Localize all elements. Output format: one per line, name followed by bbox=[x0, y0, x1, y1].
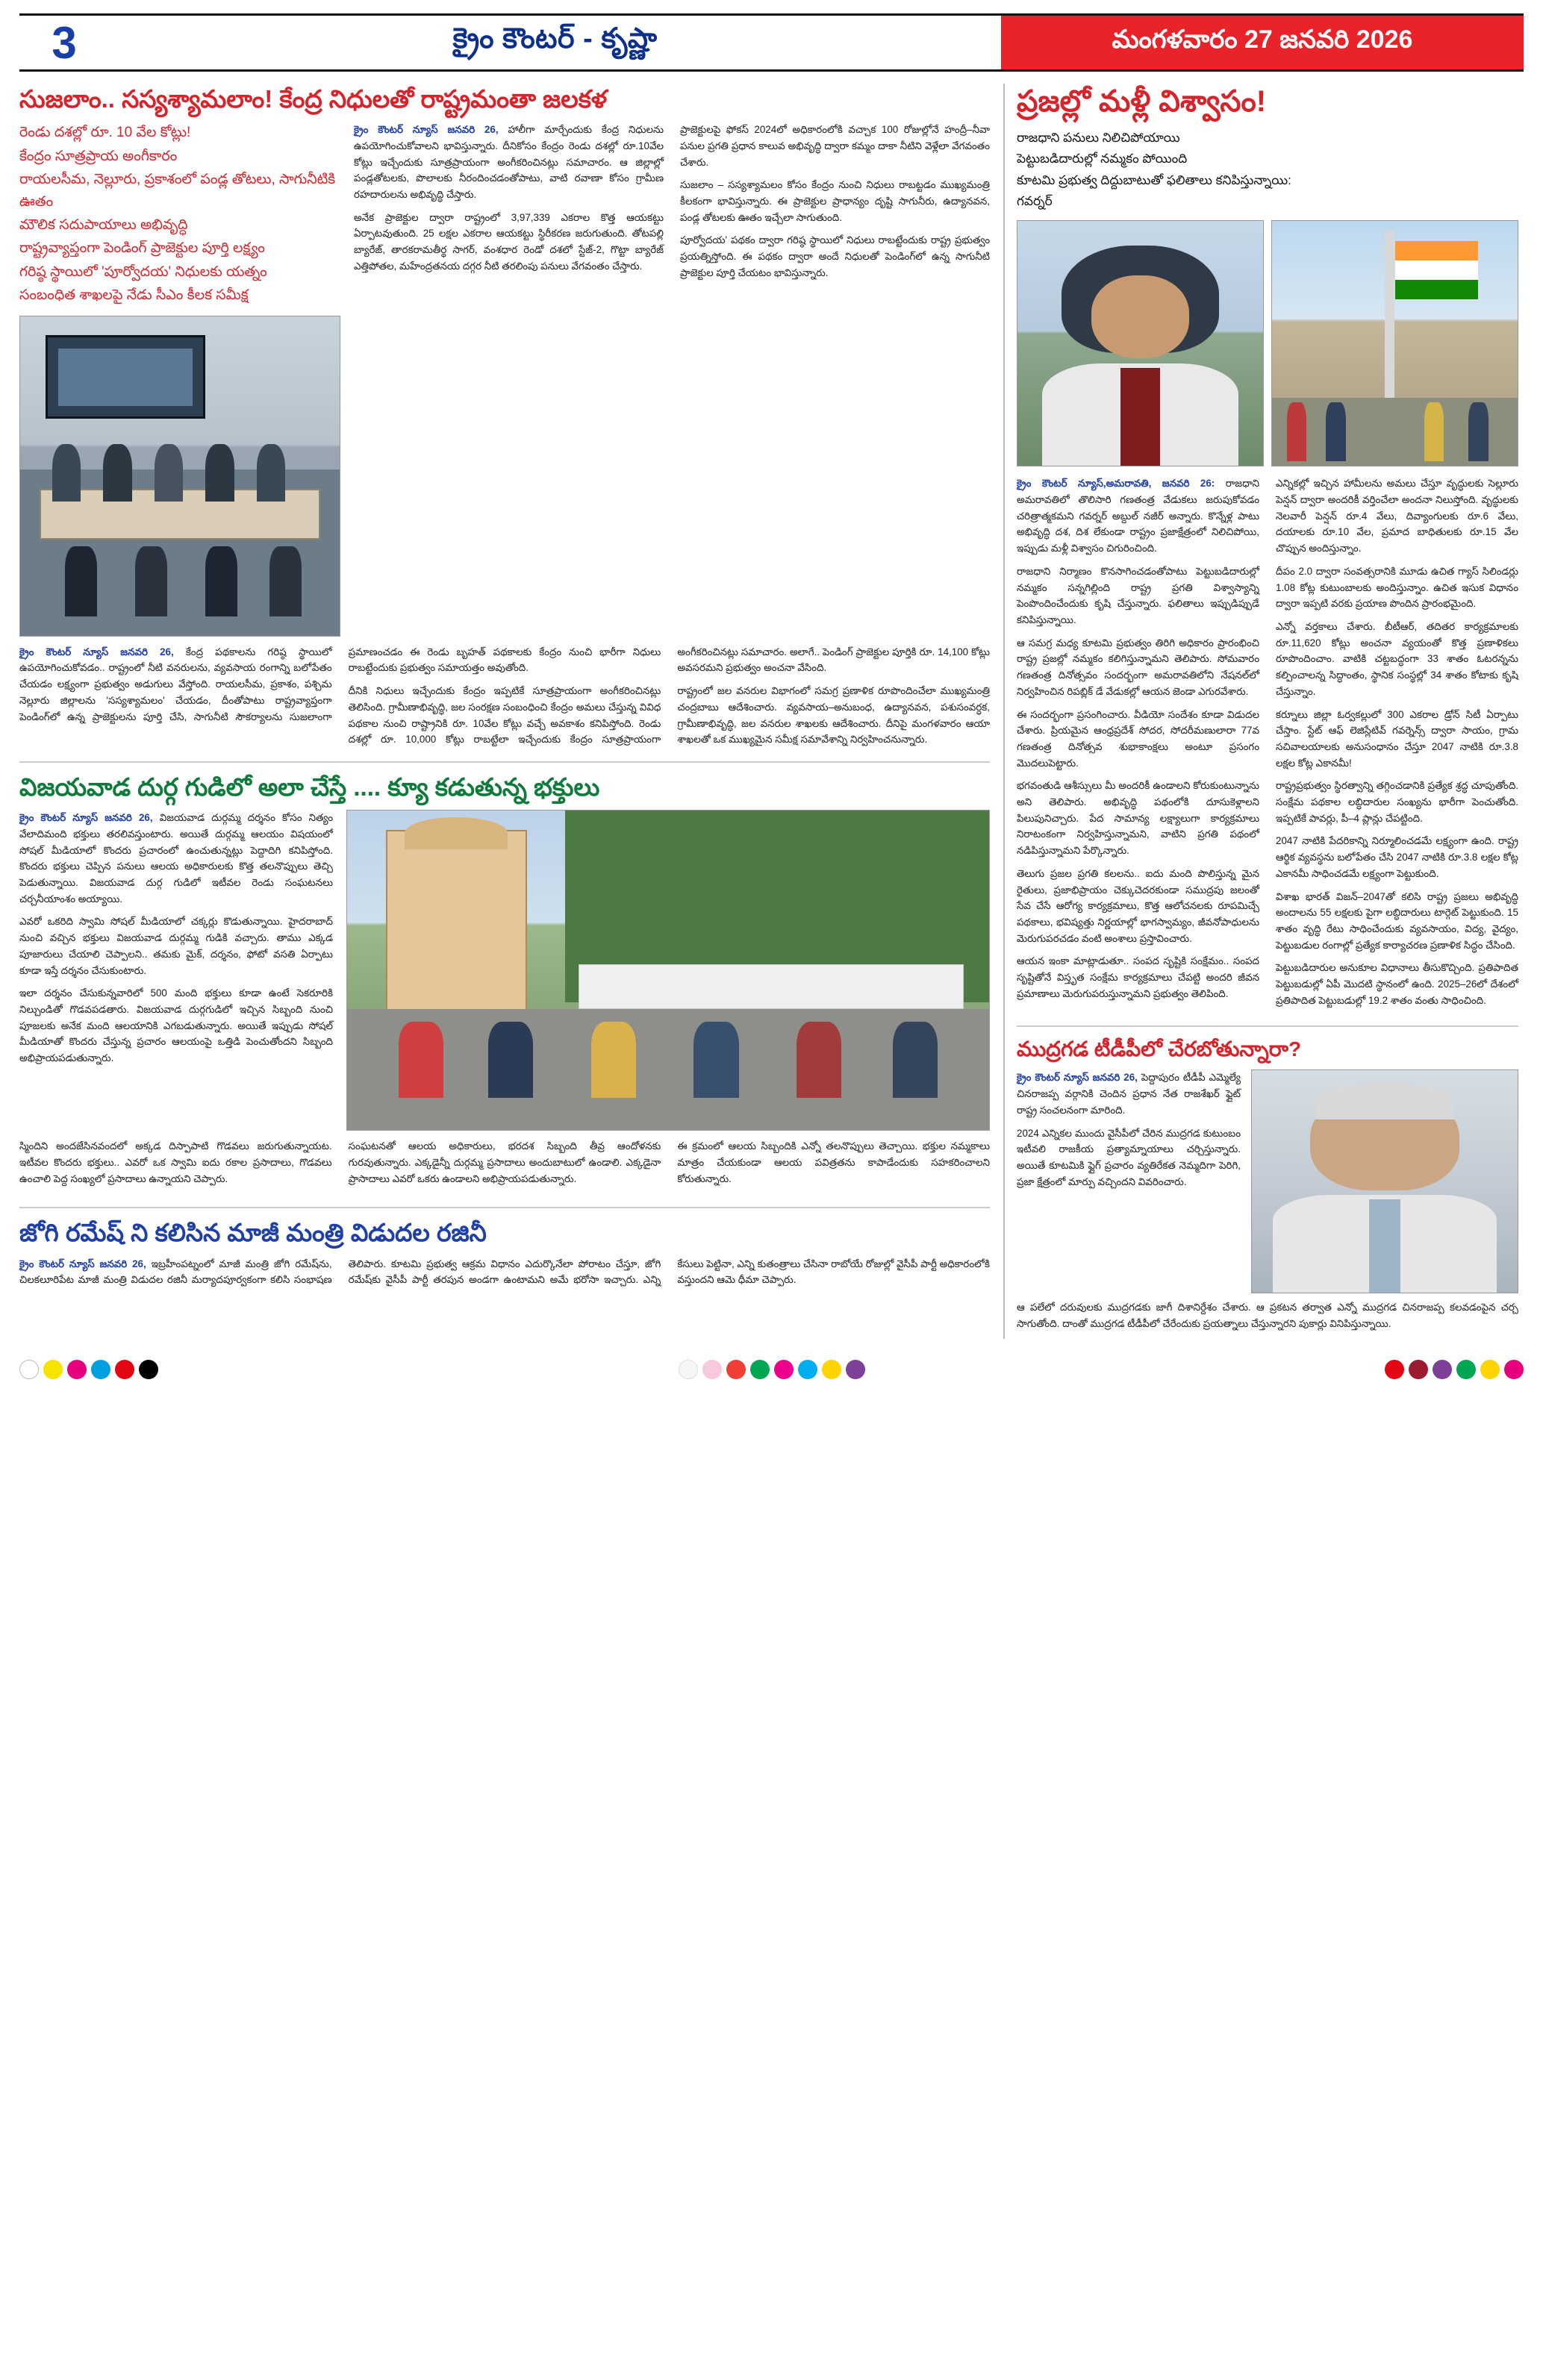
swatch-group-right bbox=[1385, 1360, 1524, 1379]
paragraph: ఆ పలేలో దరువులకు ముద్రగడకు జాగీ దిశానిర్దేశం చేశారు. ఆ ప్రకటన తర్వాత ఎన్నో ముద్రగడ చినరాజప్ప కలవడంపైన చర్చ సాగుతోంది. దాంతో ముద్రగడ టీడీపీలో చేరేందుకు ప్రయత్నాలు చేస్తున్నారని పుకార్లు వినిపిస్తున్నాయి. bbox=[1017, 1302, 1518, 1330]
right-headline: ప్రజల్లో మళ్లీ విశ్వాసం! bbox=[1017, 85, 1267, 118]
color-swatch bbox=[1409, 1360, 1428, 1379]
kicker-item: మౌలిక సదుపాయాలు అభివృద్ధి bbox=[19, 217, 188, 233]
paragraph: పెట్టుబడిదారుల అనుకూల విధానాలు తీసుకొచ్చింది. ప్రతిపాదిత పెట్టుబడుల్లో ఏపీ మొదటి స్థానంలో ఉంది. 2025–26లో దేశంలో ప్రతిపాదిత పెట్టుబడుల్లో 19.2 శాతం వంతు సాధించింది. bbox=[1276, 962, 1518, 1006]
dateline: క్రైం కౌంటర్ న్యూస్ జనవరి 26, bbox=[19, 812, 153, 824]
color-swatch bbox=[798, 1360, 817, 1379]
kicker-item: రాష్ట్రవ్యాప్తంగా పెండింగ్ ప్రాజెక్టుల పూర్తి లక్ష్యం bbox=[19, 240, 265, 257]
kicker-item: రెండు దశల్లో రూ. 10 వేల కోట్లు! bbox=[19, 125, 191, 141]
article-mudragada bbox=[1017, 1025, 1518, 1331]
article-jogi-ramesh bbox=[19, 1207, 990, 1290]
kicker-item: కూటమి ప్రభుత్వ దిద్దుబాటుతో ఫలితాలు కనిపిస్తున్నాయి: bbox=[1017, 172, 1291, 187]
paragraph: ఆ సమగ్ర మధ్య కూటమి ప్రభుత్వం తిరిగి అధికారం ప్రారంభించి రాష్ట్ర ప్రజల్లో నమ్మకం కలిగిస్తున్నామని తెలిపారు. సోమవారం గణతంత్ర దినోత్సవం సందర్భంగా అమరావతిలోని నేషనల్‌లో నిర్వహించిన రిపబ్లిక్ డే వేడుకల్లో ఆయన జెండా ఎగురవేశారు. bbox=[1017, 637, 1259, 697]
color-swatch bbox=[115, 1360, 134, 1379]
paragraph-text: హాలీగా మార్చేందుకు కేంద్ర నిధులను ఉపయోగించుకోవాలని భావిస్తున్నారు. దీనికోసం కేంద్రం రెండు దశల్లో రూ.10వేల కోట్లు ఇచ్చేందుకు సూత్రప్రాయంగా అంగీకరించినట్లు సమాచారం. ఆ జిల్లాల్లో పండ్లతోటలకు, పొలాలకు నీరందించడంతోపాటు, వాటి రవాణా కోసం గ్రామీణ రహదారులను అభివృద్ధి చేస్తారు. bbox=[354, 124, 664, 201]
paragraph: సంఘటనతో ఆలయ అధికారులు, భరదశ సిబ్బంది తీవ్ర ఆందోళనకు గురవుతున్నారు. ఎక్కడైన్నీ దుర్గమ్మ ప్రసాదాలు అందుబాటులో ఉండాలి. ఎక్కడైనా ప్రాసాదాలు ఎవరో ఒకరు ఉండాలని అభిప్రాయపడుతున్నారు. bbox=[348, 1140, 661, 1184]
color-swatch bbox=[19, 1360, 39, 1379]
dateline: క్రైం కౌంటర్ న్యూస్,అమరావతి, జనవరి 26: bbox=[1017, 478, 1215, 490]
lead-headline: సుజలాం.. సస్యశ్యామలాం! కేంద్ర నిధులతో రాష్ట్రమంతా జలకళ bbox=[19, 85, 608, 113]
paragraph: దీపం 2.0 ద్వారా సంవత్సరానికి మూడు ఉచిత గ్యాస్ సిలిండర్లు 1.08 కోట్ల కుటుంబాలకు అందిస్తున్నాం. ఉచిత ఇసుక విధానం ద్వారా ఇప్పటి వరకు ప్రయాణ పొందిన ప్రారంభమైంది. bbox=[1276, 565, 1518, 610]
paragraph-text: పెద్దాపురం టీడీపీ ఎమ్మెల్యే చినరాజప్ప వర్గానికి చెందిన ప్రధాన నేత రాజశేఖర్ ఫ్లైట్ రాష్ట్ర సంచలనంగా మారింది. bbox=[1017, 1072, 1241, 1116]
publication-title: క్రైం కౌంటర్ - కృష్ణా bbox=[452, 23, 658, 54]
page-body bbox=[19, 84, 1524, 1339]
article-lead bbox=[19, 84, 990, 748]
kicker-item: పెట్టుబడిదారుల్లో నమ్మకం పోయింది bbox=[1017, 152, 1188, 166]
right-photo-pair bbox=[1017, 220, 1518, 466]
cm-review-meeting-photo bbox=[19, 316, 340, 637]
lead-body-right bbox=[354, 122, 990, 284]
paragraph: ఎన్నో వర్తకాలు చేశారు. బీటీఆర్, తదితర కార్యక్రమాలకు రూ.11,620 కోట్లు అంచనా వ్యయంతో కొత్త ప్రణాళికలు రూపొందించాం. వాటికి చట్టబద్ధంగా 33 శాతం ఓటరన్నను కల్పించాలన్న సిద్ధాంతం, స్థానిక సంస్థల్లో 34 శాతం కోటాకు కృషి చేస్తున్నాం. bbox=[1276, 621, 1518, 697]
color-swatch bbox=[726, 1360, 746, 1379]
republic-day-flag-photo bbox=[1271, 220, 1518, 466]
dateline: క్రైం కౌంటర్ న్యూస్ జనవరి 26, bbox=[1017, 1072, 1138, 1084]
paragraph: 2024 ఎన్నికల ముందు వైసీపీలో చేరిన ముద్రగడ కుటుంబం ఇటీవలి రాజకీయ ప్రత్యామ్నాయాలు చర్చిస్తున్నారు. అయితే కూటమికి ఫ్లైగ్ ప్రచారం వ్యతిరేకత నెమ్మదిగా పెరిగి, ప్రజా క్షేత్రంలో మార్పు వచ్చిందని వివరించారు. bbox=[1017, 1127, 1241, 1187]
kicker-item: గరిష్ఠ స్థాయిలో 'పూర్వోదయ' నిధులకు యత్నం bbox=[19, 263, 267, 280]
issue-date: మంగళవారం 27 జనవరి 2026 bbox=[1001, 16, 1524, 69]
color-swatch bbox=[1504, 1360, 1524, 1379]
mudragada-portrait-photo bbox=[1251, 1069, 1518, 1293]
kicker-item: రాజధాని పనులు నిలిచిపోయాయి bbox=[1017, 131, 1180, 145]
kicker-item: రాయలసీమ, నెల్లూరు, ప్రకాశంలో పండ్ల తోటలు, సాగునీటికి ఊతం bbox=[19, 172, 336, 210]
color-swatch bbox=[91, 1360, 110, 1379]
paragraph: రాష్ట్రంలో జల వనరుల విభాగంలో సమగ్ర ప్రణాళిక రూపొందించేలా ముఖ్యమంత్రి చంద్రబాబు ఆదేశించారు. వ్యవసాయ–అనుబంధ, ఉద్యానవన, పశుసంవర్ధక, గ్రామీణాభివృద్ధి, జల వనరుల శాఖలకు ఆదేశించారు. దీనిపై మంగళవారం ఆయా శాఖలతో ఒక ముఖ్యమైన సమీక్ష సమావేశాన్ని నిర్వహించనున్నారు. bbox=[677, 685, 990, 746]
paragraph: ఈ సందర్భంగా ప్రసంగించారు. వీడియో సందేశం కూడా విడుదల చేశారు. ప్రియమైన ఆంధ్రప్రదేశ్ సోదర, సోదరీమణులారా 77వ గణతంత్ర దినోత్సవ శుభాకాంక్షలు అంటూ ప్రసంగం మొదలుపెట్టారు. bbox=[1017, 708, 1259, 769]
color-swatch bbox=[1456, 1360, 1476, 1379]
paragraph-text: కేంద్ర పథకాలను గరిష్ఠ స్థాయిలో ఉపయోగించుకోవడం.. రాష్ట్రంలో నీటి వనరులను, వ్యవసాయ రంగాన్ని బలోపేతం చేయడం లక్ష్యంగా ప్రభుత్వం అడుగులు వేస్తోంది. రాయలసీమ, ప్రకాశం, పశ్చిమ నెల్లూరు జిల్లాలను 'సస్యశ్యామలం' చేయడం, దీంతోపాటు రాష్ట్రవ్యాప్తంగా పెండింగ్‌లో ఉన్న ప్రాజెక్టులను పూర్తి చేసి, సాగునీటి సౌకర్యాలను సుజలాంగా ప్రమాణంచడం ఈ రెండు బృహత్ పథకాలకు కేంద్రం నుంచి భారీగా నిధులు రాబట్టేందుకు ప్రభుత్వం సమాయత్తం అవుతోంది. bbox=[19, 646, 661, 722]
paragraph: సుజలాం – సస్యశ్యామలం కోసం కేంద్రం నుంచి నిధులు రాబట్టడం ముఖ్యమంత్రి కీలకంగా భావిస్తున్నారు. ఈ ప్రాజెక్టుల ప్రాధాన్యం దృష్టి సాగునీరు, ఉద్యానవన, పండ్ల తోటలకు ఊతం ఇచ్చేలా సాగుతుంది. bbox=[680, 179, 990, 223]
color-swatch bbox=[43, 1360, 63, 1379]
kicker-item: సంబంధిత శాఖలపై నేడు సీఎం కీలక సమీక్ష bbox=[19, 287, 249, 304]
paragraph bbox=[354, 122, 664, 203]
vijayawada-body-bottom bbox=[19, 1138, 990, 1193]
paragraph: విశాఖ భారత్ విజన్–2047తో కలిసి రాష్ట్ర ప్రజలు అభివృద్ధి అందాలను 55 లక్షలకు పైగా లబ్ధిదారులు టార్గెట్ పెట్టుకుంది. 15 శాతం వృద్ధి రేటు సాధించేందుకు వ్యవసాయం, విద్య, వైద్యం, పెట్టుబడుల రంగాల్లో ప్రత్యేక కార్యాచరణ ప్రణాళిక సిద్ధం చేసింది. bbox=[1276, 890, 1518, 951]
paragraph: ఎవరో ఒకరిది స్వామి సోషల్ మీడియాలో చక్కర్లు కొడుతున్నాయి. హైదరాబాద్ నుంచి వచ్చిన భక్తులు విజయవాడ దుర్గమ్మ గుడికి వచ్చారు. తాము ఎక్కడ పూజారులు చేయాలి చెప్పాలని.. తమకు మైక్, దర్శనం, ఫోటో వసతి ఏర్పాటు కూడా ఇస్తే దర్శనం చేసుకుంటారు. bbox=[19, 916, 333, 976]
paragraph bbox=[1017, 475, 1259, 557]
paragraph-text: రాజధాని అమరావతిలో తొలిసారి గణతంత్ర వేడుకలు జరుపుకోవడం చరిత్రాత్మకమని గవర్నర్ అబ్దుల్ నజీర్ అన్నారు. కొన్నేళ్ల పాటు అభివృద్ధి దశ, దిశ లేకుండా రాష్ట్రం ప్రజాక్షేత్రంలో నిలిచిపోయి, ఇప్పుడు మళ్లీ విశ్వాసం చిగురించింది. bbox=[1017, 478, 1259, 555]
swatch-group-mid bbox=[679, 1360, 865, 1379]
paragraph: ఎన్నికల్లో ఇచ్చిన హామీలను అమలు చేస్తూ వృద్ధులకు సెల్లూరు పెన్షన్ ద్వారా అందరికీ వర్తించేలా అందనా నిలుస్తోంది. వృద్ధులకు నెలవారీ పెన్షన్ రూ.4 వేలు, దివ్యాంగులకు రూ.6 వేలు, దయాలకు రూ.10 వేల, ప్రమాద బాధితులకు రూ.15 వేల చొప్పున అందిస్తున్నాం. bbox=[1276, 478, 1518, 555]
paragraph: ప్రాజెక్టులపై ఫోకస్ 2024లో అధికారంలోకి వచ్చాక 100 రోజుల్లోనే హంద్రీ–నీవా పనుల ప్రగతి ప్రధాన కాలువ అభివృద్ధి ద్వారా కమ్మం దాకా నీటిని వెళ్లేలా వేగవంతం చేశారు. bbox=[680, 124, 990, 168]
color-swatch bbox=[1385, 1360, 1404, 1379]
paragraph: పూర్వోదయ' పథకం ద్వారా గరిష్ఠ స్థాయిలో నిధులు రాబట్టేందుకు రాష్ట్ర ప్రభుత్వం ప్రయత్నిస్తోంది. ఈ పథకం ద్వారా అందే నిధులతో పెండింగ్‌లో ఉన్న సాగునీటి ప్రాజెక్టుల పూర్తి చేయటం భావిస్తున్నారు. bbox=[680, 234, 990, 278]
right-body bbox=[1017, 475, 1518, 1015]
dateline: క్రైం కౌంటర్ న్యూస్ జనవరి 26, bbox=[19, 646, 174, 658]
print-color-bar bbox=[19, 1352, 1524, 1379]
color-swatch bbox=[679, 1360, 698, 1379]
durga-temple-photo bbox=[346, 810, 990, 1131]
paragraph-text: విజయవాడ దుర్గమ్మ దర్శనం కోసం నిత్యం వేలాదిమంది భక్తులు తరలివస్తుంటారు. అయితే దుర్గమ్మ ఆలయం విషయంలో సోషల్ మీడియాలో కొందరు ప్రచారంలో ఉంచుతున్నట్లు పెద్దాదిగి కనిపిస్తోంది. కొందరు భక్తులు చెప్పిన పనులు ఆలయ అధికారులకు కొత్త తలనొప్పులు తెచ్చి పెడుతున్నాయి. విజయవాడ దుర్గ గుడిలో ఇటీవల రెండు సంఘటనలు చర్చనీయాంశం అయ్యాయి. bbox=[19, 812, 333, 905]
paragraph: ఈ క్రమంలో ఆలయ సిబ్బందికి ఎన్నో తలనొప్పులు తెచ్చాయి. భక్తుల నమ్మకాలు మాత్రం చేయకుండా ఆలయ పవిత్రతను కాపాడేందుకు సహకరించాలని కోరుతున్నారు. bbox=[677, 1140, 990, 1184]
color-swatch bbox=[702, 1360, 722, 1379]
mudragada-headline: ముద్రగడ టీడీపీలో చేరబోతున్నారా? bbox=[1017, 1025, 1518, 1062]
jogi-headline: జోగి రమేష్ ని కలిసిన మాజీ మంత్రి విడుదల రజినీ bbox=[19, 1207, 990, 1248]
dateline: క్రైం కౌంటర్ న్యూస్ జనవరి 26, bbox=[19, 1258, 146, 1269]
color-swatch bbox=[750, 1360, 770, 1379]
paragraph: అనేక ప్రాజెక్టుల ద్వారా రాష్ట్రంలో 3,97,339 ఎకరాల కొత్త ఆయకట్టు ఏర్పాటవుతుంది. 25 లక్షల ఎకరాల ఆయకట్టు స్థిరీకరణ జరుగుతుంది. తోటపల్లి బ్యారేజ్, తారకరామతీర్థ సాగర్, వంశధార రెండో దశలో స్టేజ్-2, గొట్టా బ్యారేజ్ ఎత్తిపోతల, మహేంద్రతనయ దగ్గర నీటి తరలింపు పనులు వేగవంతం చేస్తారు. bbox=[354, 211, 664, 272]
right-column-zone bbox=[1003, 84, 1518, 1339]
paragraph bbox=[19, 1256, 990, 1290]
paragraph: రాష్ట్రప్రభుత్వం స్థిరత్వాన్ని తగ్గించడానికి ప్రత్యేక శ్రద్ధ చూపుతోంది. సంక్షేమ పథకాల లబ్ధిదారుల సంఖ్యను భారీగా పెంచుతోంది. ఇప్పటికే పావర్లు, పీ–4 ప్లాన్లు చేపట్టింది. bbox=[1276, 780, 1518, 824]
paragraph: 2047 నాటికి పేదరికాన్ని నిర్మూలించడమే లక్ష్యంగా ఉంది. రాష్ట్ర ఆర్థిక వ్యవస్థను బలోపేతం చేసి 2047 నాటికి రూ.3.8 లక్షల కోట్ల ఎకానమీ సాధించడమే లక్ష్యంగా పెట్టుకుంది. bbox=[1276, 835, 1518, 879]
kicker-item: కేంద్రం సూత్రప్రాయ అంగీకారం bbox=[19, 148, 178, 164]
masthead bbox=[19, 13, 1524, 72]
article-vijayawada-temple bbox=[19, 761, 990, 1193]
paragraph: కర్నూలు జిల్లా ఓర్వకల్లులో 300 ఎకరాల డ్రోన్ సిటీ ఏర్పాటు చేస్తాం. స్టేట్ ఆఫ్ లెజిస్లేటివ్ గవర్నెన్స్ ద్వారా సాయం, గ్రామ సచివాలయాలకు అనుసంధానం చేస్తూ 2047 నాటికి రూ.3.8 లక్షల కోట్ల ఎకానమీ! bbox=[1276, 708, 1518, 769]
color-swatch bbox=[846, 1360, 865, 1379]
color-swatch bbox=[1433, 1360, 1452, 1379]
paragraph: దీనికి నిధులు ఇచ్చేందుకు కేంద్రం ఇప్పటికే సూత్రప్రాయంగా అంగీకరించినట్లు తెలిసింది. గ్రామీణాభివృద్ధి, జల సంరక్షణ సంబంధించి కేంద్రం అమలు చేస్తున్న వివిధ పథకాల నుంచి రాష్ట్రానికి రూ. 10వేల కోట్లు వచ్చే అవకాశం కనిపిస్తోంది. రెండు దశల్లో రూ. 10,000 కోట్లు రాబట్టేలా ఇచ్చేందుకు కేంద్రం సూత్రప్రాయంగా అంగీకరించినట్లు సమాచారం. అలాగే.. పెండింగ్ ప్రాజెక్టుల పూర్తికి రూ. 14,100 కోట్లు అవసరమని ప్రభుత్వం అంచనా వేసింది. bbox=[348, 646, 990, 746]
paragraph: రాజధాని నిర్మాణం కొనసాగించడంతోపాటు పెట్టుబడిదారుల్లో నమ్మకం సన్నగిల్లింది రాష్ట్ర ప్రగతి విశ్వాస్యాన్ని పెంపొందించేందుకు కృషి చేస్తున్నారు. ఫలితాలు ఇప్పుడిప్పుడే కనిపిస్తున్నాయి. bbox=[1017, 565, 1259, 625]
paragraph: స్మిందిని అందజేసినవందలో అక్కడ దిస్పాపాటి గొడవలు జరుగుతున్నాయట. ఇటీవల కొందరు భక్తులు.. ఎవరో ఒక స్వామి ఐదు రకాల ప్రసాదాలు, గొడవలు ఉంచాలి పెద్ద సంఖ్యలో ప్రసాదాలు ఉన్నాయని చెప్పారు. bbox=[19, 1140, 332, 1184]
jogi-body bbox=[19, 1256, 990, 1290]
paragraph: ఇలా దర్శనం చేసుకున్నవారిలో 500 మంది భక్తులు కూడా ఉంటే సెకరూరికి నిల్చుండితో గొడవపడతారు. విజయవాడ దుర్గగుడిలో ఇచ్చిన సిబ్బంది నుంచి పూజలకు అనేక మంది ఆలయానికి ఎగబడుతున్నారు. అయితే ఇప్పుడు సోషల్ మీడియాతో కొందరు చేస్తున్న ప్రచారం ఆలయంపై ఒత్తిడి పెంచుతోందని సిబ్బంది అభిప్రాయపడుతున్నారు. bbox=[19, 987, 333, 1064]
vijayawada-headline: విజయవాడ దుర్గ గుడిలో అలా చేస్తే .... క్యూ కడుతున్న భక్తులు bbox=[19, 761, 990, 802]
right-kicker-list bbox=[1017, 128, 1518, 211]
paragraph: ఆయన ఇంకా మాట్లాడుతూ.. సంపద సృష్టికి సంక్షేమం.. సంపద సృష్టితోనే విస్తృత సంక్షేమ కార్యక్రమాలు చేపట్టి అందరి జీవన ప్రమాణాలు మెరుగుపరుస్తున్నామని ప్రభుత్వం తెలిపింది. bbox=[1017, 955, 1259, 999]
kicker-item: గవర్నర్ bbox=[1017, 194, 1053, 209]
swatch-group-left bbox=[19, 1360, 158, 1379]
page-number: 3 bbox=[19, 16, 109, 69]
lead-body-bottom bbox=[19, 644, 990, 748]
governor-portrait-photo bbox=[1017, 220, 1264, 466]
color-swatch bbox=[774, 1360, 794, 1379]
paragraph: తెలుగు ప్రజల ప్రగతి కలలను.. ఐదు మంది పొలిస్తున్న మైన రైతులు, ప్రజాభిప్రాయం చెక్కుచెదరకుండా సముద్రపు జలంతో సేవ చేసే ఆరోగ్య కార్యక్రమాలు, కొత్త ఆలోచనలకు రూపమిచ్చే పథకాలు, భవిష్యత్తు నిర్ణయాల్లో భాగస్వామ్యం, జీవనోపాధులను మెరుగుపరచడం వంటి అంశాలు ప్రస్తావించారు. bbox=[1017, 867, 1259, 944]
paragraph: భగవంతుడి ఆశీస్సులు మీ అందరికీ ఉండాలని కోరుకుంటున్నాను అని తెలిపారు. అభివృద్ధి పథంలోకి దూసుకెళ్లాలని పిలుపునిచ్చారు. పేద సామాన్య లక్ష్యాలుగా కార్యక్రమాలు నిరాటంకంగా నిర్వహిస్తున్నామని, వాటిని ప్రగతి పథంలో నడిపిస్తున్నామని పేర్కొన్నారు. bbox=[1017, 780, 1259, 857]
color-swatch bbox=[1480, 1360, 1500, 1379]
color-swatch bbox=[139, 1360, 158, 1379]
paragraph-text: ఇబ్రహీంపట్నంలో మాజీ మంత్రి జోగి రమేష్‌ను, చిలకలూరిపేట మాజీ మంత్రి విడుదల రజినీ మర్యాదపూర్వకంగా కలిసి సంభాషణ తెలిపారు. కూటమి ప్రభుత్వ ఆక్రమ విధానం ఎదుర్కొనేలా పోరాటం చేస్తూ, జోగి రమేష్‌కు వైసీపీ పార్టీ తరపున అండగా ఉంటామని అమే భరోసా ఇచ్చారు. ఎన్ని కేసులు పెట్టినా, ఎన్ని కుతంత్రాలు చేసినా రాబోయే రోజుల్లో వైసీపీ పార్టీ అధికారంలోకి వస్తుందని ఆమె ధీమా చెప్పారు. bbox=[19, 1258, 990, 1286]
paragraph bbox=[1017, 1069, 1241, 1118]
dateline: క్రైం కౌంటర్ న్యూస్ జనవరి 26, bbox=[354, 124, 499, 136]
paragraph bbox=[19, 810, 333, 907]
color-swatch bbox=[822, 1360, 841, 1379]
color-swatch bbox=[67, 1360, 87, 1379]
lead-kicker-list bbox=[19, 122, 340, 307]
left-column-zone bbox=[19, 84, 990, 1339]
